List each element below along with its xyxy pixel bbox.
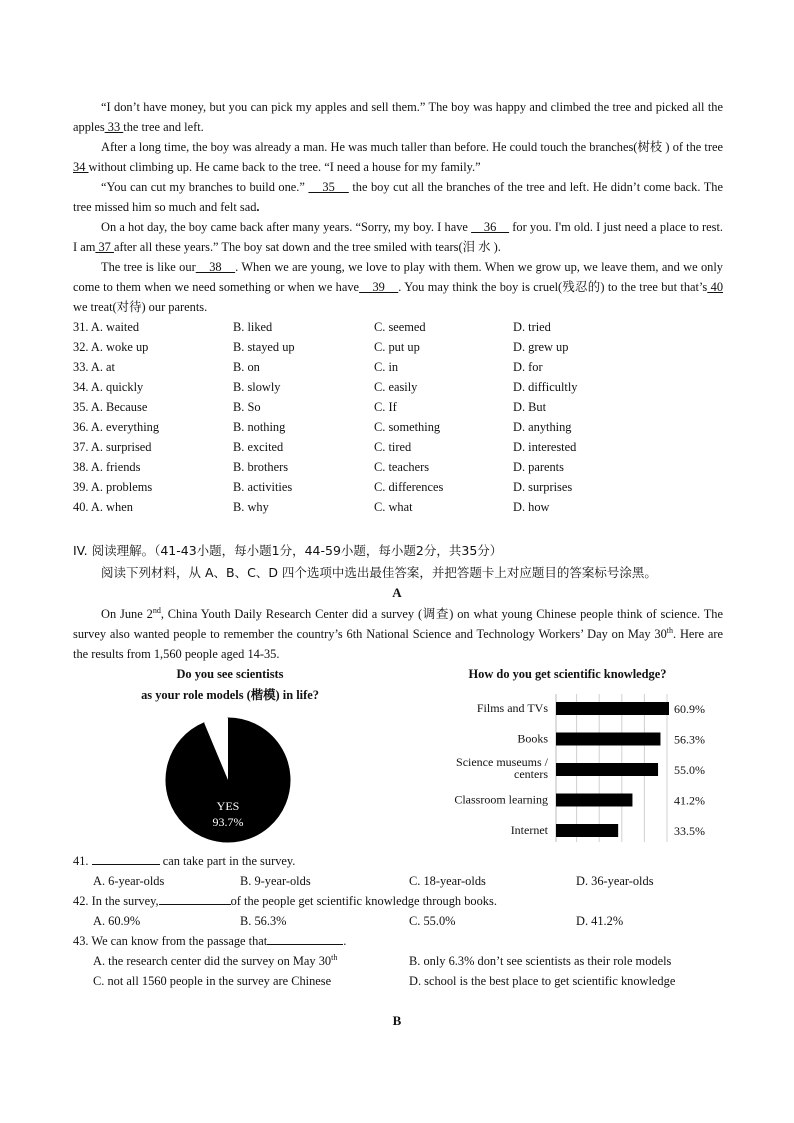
passage-letter-a: A [392,585,402,600]
question-text: can take part in the survey. [159,854,296,868]
ordinal-suffix: nd [152,605,161,615]
answer-blank [92,851,160,865]
paragraph-text: . When we are young, we love to play with them. When we grow up, we leave them, and we only come to them when we need something or when we have [73,260,723,294]
category-label: centers [514,767,548,781]
option-row [73,317,723,337]
paragraph-text: “You can cut my branches to build one.” [101,180,309,194]
option-b: B. nothing [233,420,286,434]
answer-blank [267,931,343,945]
q43-option-d: D. school is the best place to get scientific knowledge [409,974,676,988]
passage-paragraph-1 [73,97,723,137]
category-label: Internet [510,823,548,837]
option-c: C. easily [374,380,418,394]
option-row [73,437,723,457]
blank-34: 34 [73,160,89,174]
option-a: 39. A. problems [73,480,153,494]
bar-value-label: 55.0% [674,763,705,777]
ordinal-suffix: th [331,952,338,962]
question-43 [73,931,733,951]
q41-option-d: D. 36-year-olds [576,874,654,888]
option-a: 33. A. at [73,360,115,374]
bar-value-label: 33.5% [674,824,705,838]
option-c: C. If [374,400,397,414]
paragraph-text: after all these years.” The boy sat down and the tree smiled with tears(泪 水 ). [113,240,501,254]
option-d: D. anything [513,420,572,434]
option-a: 37. A. surprised [73,440,152,454]
option-d: D. surprises [513,480,573,494]
ordinal-suffix: th [666,625,674,635]
option-d: D. But [513,400,547,414]
bar [556,702,669,715]
option-d: D. tried [513,320,551,334]
option-row [73,397,723,417]
option-a: 36. A. everything [73,420,160,434]
pie-slice-value: 93.7% [212,815,244,829]
bar-chart-title: How do you get scientific knowledge? [468,667,667,681]
question-text: 41. [73,854,92,868]
question-text: . [343,934,347,948]
paragraph-text: for you. I'm old. I just need a place to rest. I am [73,220,723,254]
option-d: D. difficultly [513,380,578,394]
blank-40: 40 [707,280,724,294]
blank-35: 35 [308,180,349,194]
passage-paragraph-2 [73,137,723,177]
option-b: B. So [233,400,261,414]
paragraph-text: . You may think the boy is cruel(残忍的) to the tree but that’s [398,280,708,294]
pie-slice-label: YES [216,799,240,813]
option-c: C. in [374,360,399,374]
paragraph-text: without climbing up. He came back to the tree. “I need a house for my family.” [88,160,481,174]
cloze-options [73,317,723,517]
passage-paragraph-5 [73,257,723,317]
bar-chart [430,690,730,850]
option-a: 31. A. waited [73,320,140,334]
blank-36: 36 [471,220,510,234]
option-d: D. for [513,360,543,374]
option-c: C. put up [374,340,420,354]
intro-text: On June 2 [101,607,153,621]
option-c: C. teachers [374,460,430,474]
option-b: B. why [233,500,269,514]
q41-option-b: B. 9-year-olds [240,874,311,888]
category-label: Science museums / [456,755,548,769]
passage-paragraph-3 [73,177,723,217]
q41-option-a: A. 6-year-olds [93,874,165,888]
question-text: 43. We can know from the passage that [73,934,268,948]
option-b: B. slowly [233,380,281,394]
q43-option-b: B. only 6.3% don’t see scientists as their role models [409,954,672,968]
pie-title-line-1: Do you see scientists [176,667,284,681]
option-b: B. on [233,360,260,374]
q41-option-c: C. 18-year-olds [409,874,486,888]
question-42 [73,891,733,911]
option-d: D. parents [513,460,564,474]
option-a: 38. A. friends [73,460,141,474]
option-row [73,477,723,497]
paragraph-period: . [256,200,260,214]
bar [556,794,632,807]
option-c: C. tired [374,440,412,454]
paragraph-text: After a long time, the boy was already a man. He was much taller than before. He could touch the branches(树枝 ) of the tree [101,140,723,154]
option-row [73,377,723,397]
option-d: D. how [513,500,550,514]
answer-blank [159,891,231,905]
survey-intro [73,604,723,664]
option-b: B. brothers [233,460,289,474]
section-heading: IV. 阅读理解。（41-43小题，每小题1分，44-59小题，每小题2分，共35分） [73,543,503,558]
option-text: A. the research center did the survey on May 30 [93,954,332,968]
q43-option-c: C. not all 1560 people in the survey are Chinese [93,974,332,988]
paragraph-text: the tree and left. [123,120,204,134]
bar-value-label: 41.2% [674,793,705,808]
paragraph-text: the boy cut all the branches of the tree and left. He didn’t come back. The tree missed him so much and felt sad [73,180,724,214]
option-d: D. interested [513,440,577,454]
intro-text: , China Youth Daily Research Center did a survey (调查) on what young Chinese people think of science. The survey also wanted people to remember the country’s 6th National Science and Technology Workers’ Day on May 30 [73,607,723,641]
passage-letter-b: B [392,1013,402,1028]
q43-option-a [93,951,337,971]
option-row [73,417,723,437]
bar [556,763,658,776]
bar-value-label: 60.9% [674,702,705,716]
category-label: Classroom learning [454,792,548,807]
question-41 [73,851,733,871]
paragraph-text: “I don’t have money, but you can pick my apples and sell them.” The boy was happy and climbed the tree and picked all the apples [73,100,723,134]
option-b: B. excited [233,440,284,454]
pie-chart [160,710,300,850]
intro-text: . Here are the results from 1,560 people aged 14-35. [73,627,723,661]
option-b: B. activities [233,480,293,494]
q42-option-d: D. 41.2% [576,914,624,928]
option-c: C. seemed [374,320,426,334]
option-d: D. grew up [513,340,569,354]
option-a: 40. A. when [73,500,133,514]
pie-title-line-2: as your role models (楷模) in life? [141,688,319,702]
pie-chart-title [110,664,350,706]
option-a: 35. A. Because [73,400,148,414]
passage-paragraph-4 [73,217,723,257]
option-row [73,337,723,357]
category-label: Books [517,731,548,746]
paragraph-text: The tree is like our [101,260,196,274]
blank-39: 39 [359,280,399,294]
question-text: of the people get scientific knowledge through books. [230,894,497,908]
option-b: B. stayed up [233,340,295,354]
paragraph-text: On a hot day, the boy came back after many years. “Sorry, my boy. I have [101,220,472,234]
question-text: 42. In the survey, [73,894,159,908]
paragraph-text: we treat(对待) our parents. [73,300,208,314]
option-c: C. what [374,500,413,514]
option-row [73,357,723,377]
blank-37: 37 [95,240,114,254]
option-c: C. something [374,420,441,434]
category-label: Films and TVs [476,701,548,715]
q42-option-a: A. 60.9% [93,914,141,928]
q42-option-c: C. 55.0% [409,914,456,928]
option-row [73,457,723,477]
option-b: B. liked [233,320,273,334]
bar [556,824,618,837]
blank-38: 38 [195,260,236,274]
option-row [73,497,723,517]
section-instruction: 阅读下列材料，从 A、B、C、D 四个选项中选出最佳答案，并把答题卡上对应题目的答案标号涂黑。 [101,565,657,580]
blank-33: 33 [104,120,124,134]
option-a: 34. A. quickly [73,380,144,394]
option-c: C. differences [374,480,444,494]
q42-option-b: B. 56.3% [240,914,287,928]
bar-value-label: 56.3% [674,732,705,747]
option-a: 32. A. woke up [73,340,149,354]
bar [556,733,660,746]
